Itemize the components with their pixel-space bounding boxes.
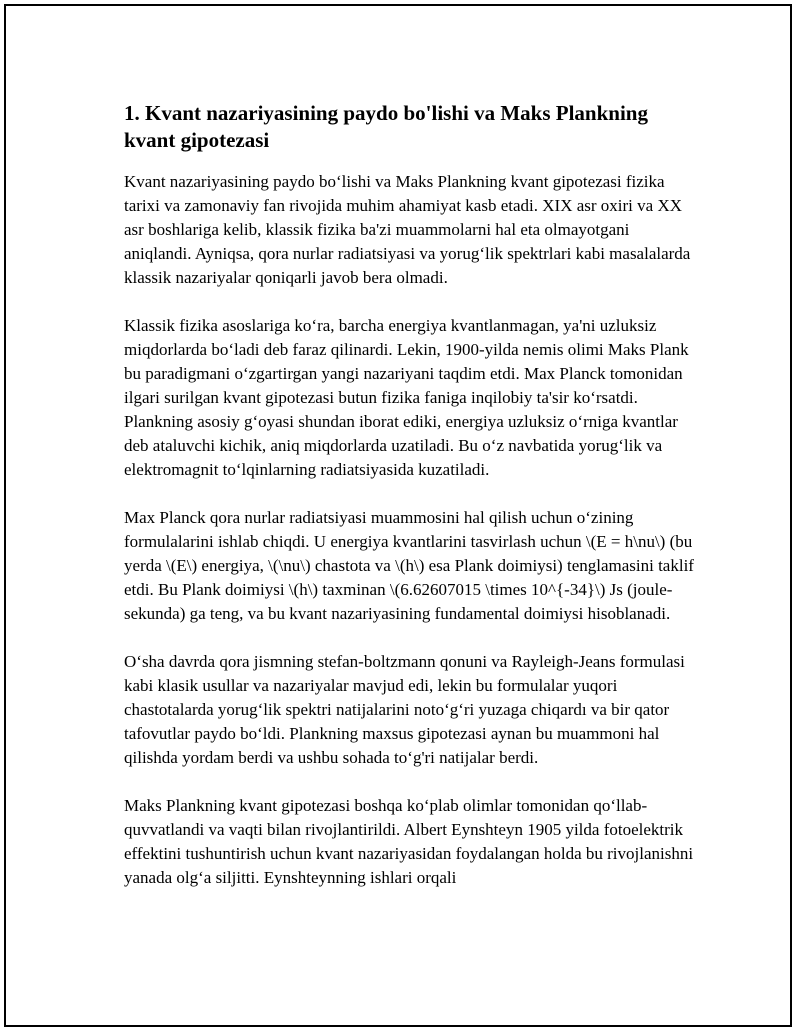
paragraph-1: Kvant nazariyasining paydo bo‘lishi va Maks Plankning kvant gipotezasi fizika tarixi va zamonaviy fan rivojida muhim ahamiyat kasb etadi. XIX asr oxiri va XX asr boshlariga kelib, klassik fizika ba'zi muammolarni hal eta olmayotgani aniqlandi. Ayniqsa, qora nurlar radiatsiyasi va yorug‘lik spektrlari kabi masalalarda klassik nazariyalar qoniqarli javob bera olmadi. (124, 172, 691, 287)
paragraph-5: Maks Plankning kvant gipotezasi boshqa ko‘plab olimlar tomonidan qo‘llab-quvvatlandi va vaqti bilan rivojlantirildi. Albert Eynshteyn 1905 yilda fotoelektrik effektini tushuntirish uchun kvant nazariyasidan foydalangan holda bu rivojlanishni yanada olg‘a siljitti. Eynshteynning ishlari orqali (124, 796, 694, 887)
paragraph-3: Max Planck qora nurlar radiatsiyasi muammosini hal qilish uchun o‘zining formulalarini ishlab chiqdi. U energiya kvantlarini tasvirlash uchun \(E = h\nu\) (bu yerda \(E\) energiya, \(\nu\) chastota va \(h\) esa Plank doimiysi) tenglamasini taklif etdi. Bu Plank doimiysi \(h\) taxminan \(6.62607015 \times 10^{-34}\) Js (joule-sekunda) ga teng, va bu kvant nazariyasining fundamental doimiysi hisoblanadi. (124, 508, 694, 623)
paragraph-2: Klassik fizika asoslariga ko‘ra, barcha energiya kvantlanmagan, ya'ni uzluksiz miqdorlarda bo‘ladi deb faraz qilinardi. Lekin, 1900-yilda nemis olimi Maks Plank bu paradigmani o‘zgartirgan yangi nazariyani taqdim etdi. Max Planck tomonidan ilgari surilgan kvant gipotezasi butun fizika faniga inqilobiy ta'sir ko‘rsatdi. Plankning asosiy g‘oyasi shundan iborat ediki, energiya uzluksiz o‘rniga kvantlar deb ataluvchi kichik, aniq miqdorlarda uzatiladi. Bu o‘z navbatida yorug‘lik va elektromagnit to‘lqinlarning radiatsiyasida kuzatiladi. (124, 316, 689, 479)
page-frame (4, 4, 792, 1027)
paragraph-4: O‘sha davrda qora jismning stefan-boltzmann qonuni va Rayleigh-Jeans formulasi kabi klasik usullar va nazariyalar mavjud edi, lekin bu formulalar yuqori chastotalarda yorug‘lik spektri natijalarini noto‘g‘ri yuzaga chiqardı va bir qator tafovutlar paydo bo‘ldi. Plankning maxsus gipotezasi aynan bu muammoni hal qilishda yordam berdi va ushbu sohada to‘g'ri natijalar berdi. (124, 652, 685, 767)
document-body (124, 100, 699, 914)
section-heading: 1. Kvant nazariyasining paydo bo'lishi va Maks Plankning kvant gipotezasi (124, 101, 648, 152)
